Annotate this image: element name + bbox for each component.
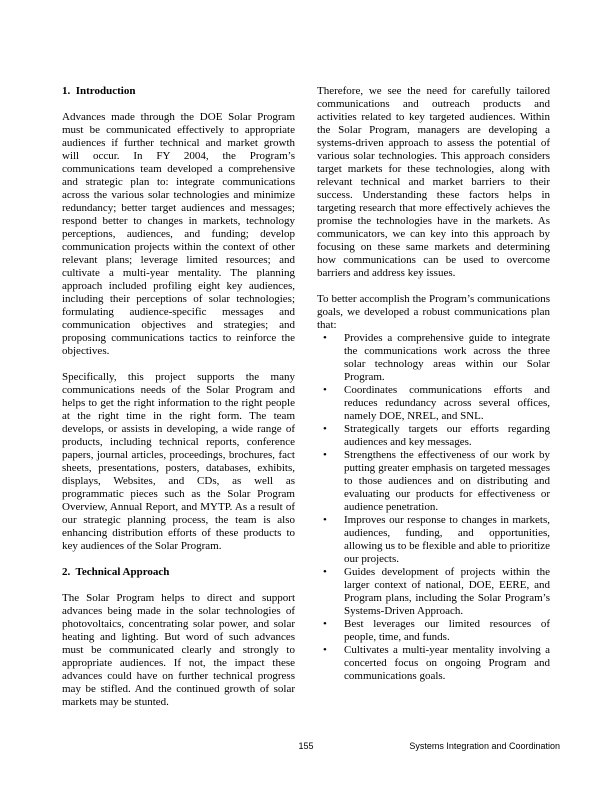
paragraph-communications-plan-lead: To better accomplish the Program’s communications goals, we developed a robust communications plan that: (317, 293, 550, 331)
page-footer (52, 741, 560, 753)
list-item-text: Improves our response to changes in markets, audiences, funding, and opportunities, allowing us to be flexible and able to prioritize our projects. (344, 514, 550, 565)
bullet-icon: • (323, 384, 327, 396)
communications-plan-list (317, 332, 550, 683)
list-item-text: Best leverages our limited resources of people, time, and funds. (344, 618, 550, 643)
list-item-text: Guides development of projects within the larger context of national, DOE, EERE, and Program plans, including the Solar Program’s Systems-Driven Approach. (344, 566, 550, 617)
paragraph-introduction-2: Specifically, this project supports the many communications needs of the Solar Program and helps to get the right information to the right people at the right time in the right form. The team develops, or assists in developing, a wide range of products, including technical reports, conference papers, journal articles, proceedings, brochures, fact sheets, presentations, posters, databases, exhibits, displays, Websites, and CDs, as well as programmatic pieces such as the Solar Program Overview, Annual Report, and MYTP. As a result of our strategic planning process, the team is also enhancing distribution efforts of these products to key audiences of the Solar Program. (62, 371, 295, 552)
paragraph-introduction-1: Advances made through the DOE Solar Program must be communicated effectively to appropriate audiences if further technical and market growth will occur. In FY 2004, the Program’s communications team developed a comprehensive and strategic plan to: integrate communications across the various solar technologies and minimize redundancy; better target audiences and messages; respond better to changes in markets, technology perceptions, audiences, and funding; develop communication projects within the context of other relevant plans; leverage limited resources; and cultivate a multi-year mentality. The planning approach included profiling eight key audiences, including their perceptions of solar technologies; formulating audience-specific messages and communication objectives and strategies; and proposing communications tactics to reinforce the objectives. (62, 111, 295, 357)
bullet-icon: • (323, 566, 327, 578)
bullet-icon: • (323, 514, 327, 526)
list-item-text: Coordinates communications efforts and reduces redundancy across several offices, namely DOE, NREL, and SNL. (344, 384, 550, 422)
list-item (317, 514, 550, 566)
list-item-text: Provides a comprehensive guide to integrate the communications work across the three solar technology areas within our Solar Program. (344, 332, 550, 383)
list-item (317, 449, 550, 514)
left-column (62, 85, 295, 722)
list-item (317, 423, 550, 449)
section-heading-technical-approach: 2. Technical Approach (62, 566, 170, 578)
list-item (317, 384, 550, 423)
footer-section-title: Systems Integration and Coordination (409, 741, 560, 751)
list-item-text: Cultivates a multi-year mentality involving a concerted focus on ongoing Program and communications goals. (344, 644, 550, 682)
bullet-icon: • (323, 449, 327, 461)
bullet-icon: • (323, 332, 327, 344)
list-item-text: Strategically targets our efforts regarding audiences and key messages. (344, 423, 550, 448)
section-heading-introduction: 1. Introduction (62, 85, 136, 97)
bullet-icon: • (323, 644, 327, 656)
bullet-icon: • (323, 618, 327, 630)
list-item (317, 618, 550, 644)
list-item (317, 566, 550, 618)
paragraph-technical-approach-1: The Solar Program helps to direct and support advances being made in the solar technologies of photovoltaics, concentrating solar power, and solar heating and lighting. But word of such advances must be communicated clearly and strongly to appropriate audiences. If not, the impact these advances could have on further technical progress may be stifled. And the continued growth of solar markets may be stunted. (62, 592, 295, 708)
right-column (317, 85, 550, 683)
page-number: 155 (298, 741, 314, 751)
list-item (317, 332, 550, 384)
list-item-text: Strengthens the effectiveness of our work by putting greater emphasis on targeted messages to those audiences and on distributing and evaluating our products for effectiveness or audience penetration. (344, 449, 550, 513)
list-item (317, 644, 550, 683)
paragraph-technical-approach-2: Therefore, we see the need for carefully tailored communications and outreach products and activities related to key targeted audiences. Within the Solar Program, managers are developing a systems-driven approach to assess the potential of various solar technologies. This approach considers target markets for these technologies, along with relevant technical and market barriers to their success. Understanding these factors helps in targeting research that more effectively achieves the promise the technologies have in the markets. As communicators, we can key into this approach by focusing on these same markets and determining how communications can be used to overcome barriers and address key issues. (317, 85, 550, 279)
bullet-icon: • (323, 423, 327, 435)
